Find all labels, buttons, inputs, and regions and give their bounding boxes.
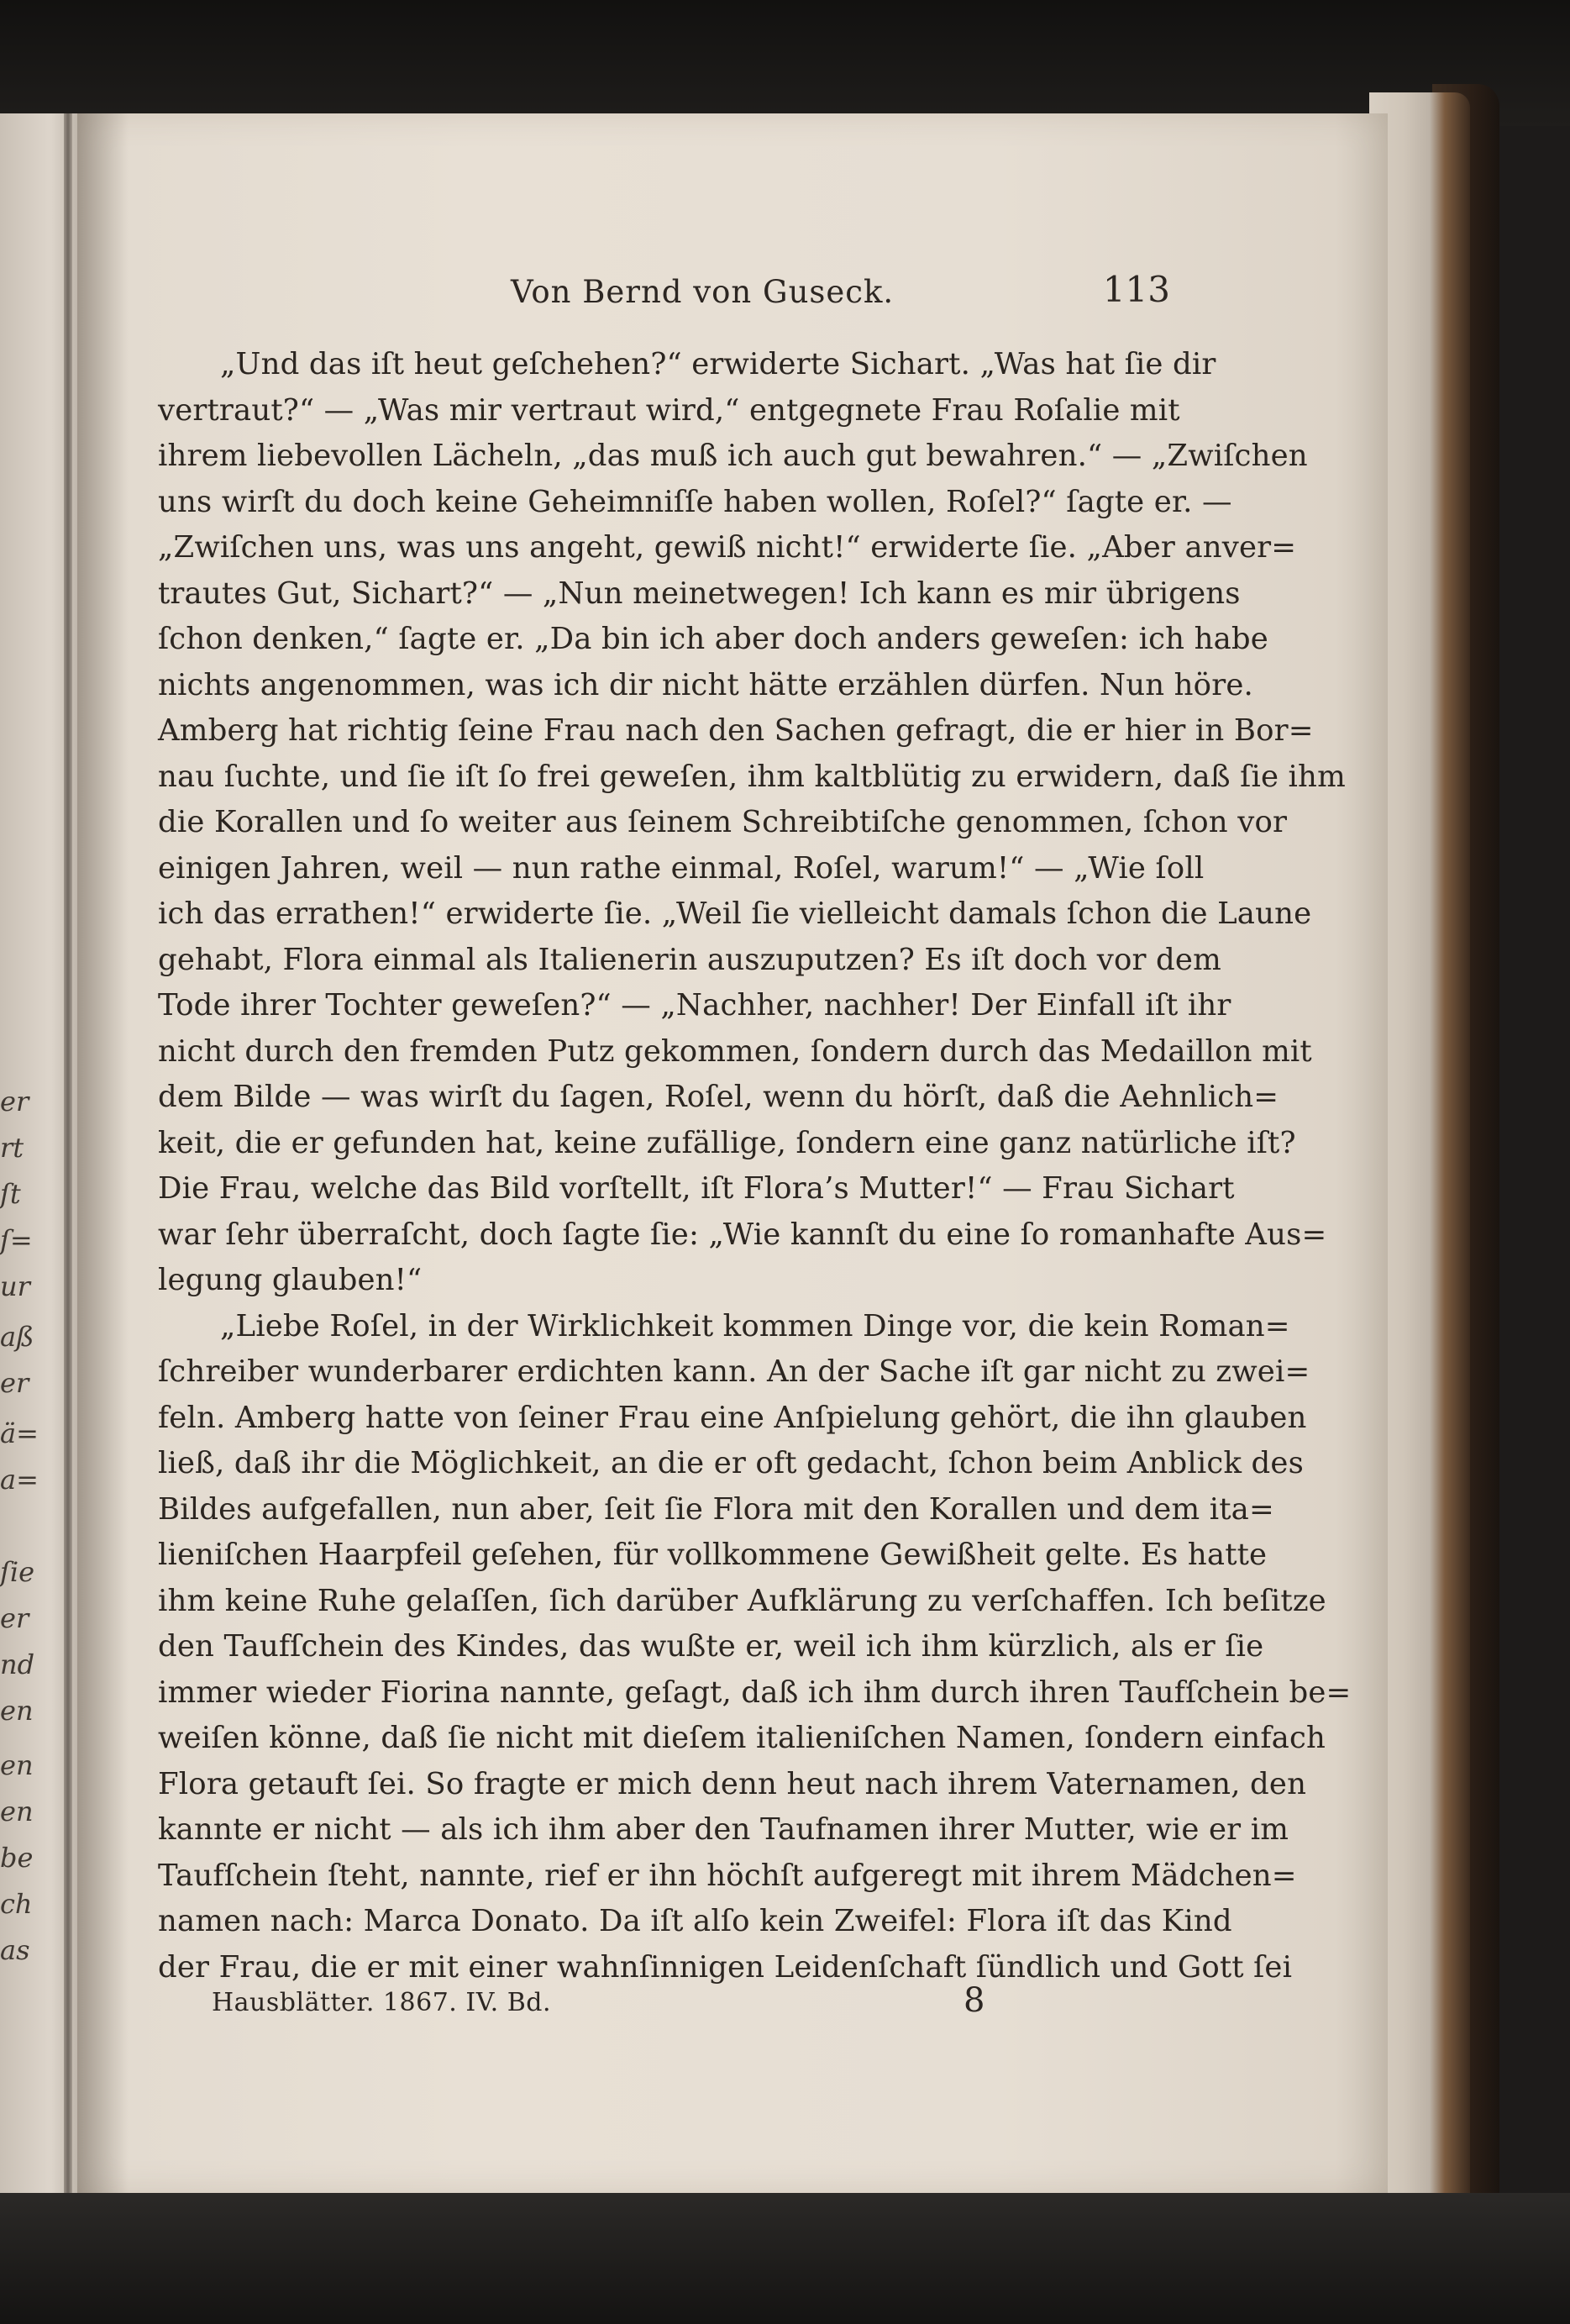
scan-background-top bbox=[0, 0, 1570, 126]
text-line: ſchreiber wunderbarer erdichten kann. An der Sache iſt gar nicht zu zwei= bbox=[158, 1354, 1310, 1389]
text-line: uns wirſt du doch keine Geheimniſſe haben wollen, Roſel?“ ſagte er. — bbox=[158, 484, 1232, 519]
text-line: der Frau, die er mit einer wahnſinnigen Leidenſchaft ſündlich und Gott ſei bbox=[158, 1949, 1293, 1985]
text-line: Bildes aufgefallen, nun aber, ſeit ſie Flora mit den Korallen und dem ita= bbox=[158, 1491, 1274, 1527]
gutter-shadow bbox=[64, 113, 72, 2231]
footer-signature-line bbox=[212, 1981, 1001, 2023]
text-line: ließ, daß ihr die Möglichkeit, an die er oft gedacht, ſchon beim Anblick des bbox=[158, 1446, 1304, 1480]
text-line: lieniſchen Haarpfeil geſehen, für vollkommene Gewißheit gelte. Es hatte bbox=[158, 1538, 1268, 1572]
text-line: Die Frau, welche das Bild vorſtellt, iſt Flora’s Mutter!“ — Frau Sichart bbox=[158, 1171, 1235, 1206]
left-page-fragment: be bbox=[0, 1842, 34, 1874]
left-page-fragment: a= bbox=[0, 1464, 39, 1496]
left-page-fragment: ſie bbox=[0, 1556, 35, 1588]
footer-signature: Hausblätter. 1867. IV. Bd. bbox=[212, 1988, 551, 2017]
left-page-fragment: aß bbox=[0, 1321, 34, 1353]
page-number: 113 bbox=[1102, 269, 1170, 310]
left-page-fragment: en bbox=[0, 1749, 34, 1781]
running-head bbox=[158, 269, 1170, 319]
signature-number: 8 bbox=[964, 1981, 985, 2020]
left-page-fragment: ä= bbox=[0, 1417, 39, 1449]
text-line: kannte er nicht — als ich ihm aber den Taufnamen ihrer Mutter, wie er im bbox=[158, 1812, 1289, 1847]
left-page-fragment: ſ= bbox=[0, 1224, 33, 1256]
text-line: trautes Gut, Sichart?“ — „Nun meinetwegen! Ich kann es mir übrigens bbox=[158, 576, 1241, 611]
text-line: die Korallen und ſo weiter aus ſeinem Schreibtiſche genommen, ſchon vor bbox=[158, 805, 1288, 839]
left-page-margin bbox=[0, 113, 84, 2231]
left-page-fragment: rt bbox=[0, 1132, 24, 1164]
text-line: einigen Jahren, weil — nun rathe einmal, Roſel, warum!“ — „Wie ſoll bbox=[158, 850, 1205, 886]
text-line: ihm keine Ruhe gelaſſen, ſich darüber Aufklärung zu verſchaffen. Ich beſitze bbox=[158, 1583, 1326, 1618]
text-line: „Und das iſt heut geſchehen?“ erwiderte Sichart. „Was hat ſie dir bbox=[220, 347, 1216, 381]
left-page-fragment: nd bbox=[0, 1648, 35, 1680]
page-gutter-shadow bbox=[77, 113, 128, 2193]
left-page-fragment: er bbox=[0, 1602, 29, 1634]
running-head-title: Von Bernd von Guseck. bbox=[511, 274, 895, 310]
text-line: Tode ihrer Tochter geweſen?“ — „Nachher, nachher! Der Einfall iſt ihr bbox=[158, 988, 1231, 1023]
left-page-fragment: er bbox=[0, 1086, 29, 1117]
text-line: den Taufſchein des Kindes, das wußte er, weil ich ihm kürzlich, als er ſie bbox=[158, 1629, 1264, 1664]
left-page-fragment: er bbox=[0, 1367, 29, 1399]
text-line: nau ſuchte, und ſie iſt ſo frei geweſen, ihm kaltblütig zu erwidern, daß ſie ihm bbox=[158, 759, 1346, 794]
body-text bbox=[158, 342, 1352, 1990]
left-page-fragment: as bbox=[0, 1934, 30, 1966]
text-line: Taufſchein ſteht, nannte, rief er ihn höchſt aufgeregt mit ihrem Mädchen= bbox=[158, 1858, 1297, 1893]
text-line: dem Bilde — was wirſt du ſagen, Roſel, wenn du hörſt, daß die Aehnlich= bbox=[158, 1080, 1279, 1114]
text-line: nicht durch den fremden Putz gekommen, ſondern durch das Medaillon mit bbox=[158, 1033, 1312, 1069]
text-line: feln. Amberg hatte von ſeiner Frau eine Anſpielung gehört, die ihn glauben bbox=[158, 1400, 1307, 1435]
left-page-fragment: ur bbox=[0, 1270, 30, 1302]
text-line: immer wieder Fiorina nannte, geſagt, daß ich ihm durch ihren Taufſchein be= bbox=[158, 1675, 1352, 1710]
text-line: vertraut?“ — „Was mir vertraut wird,“ entgegnete Frau Roſalie mit bbox=[158, 392, 1180, 428]
left-page-fragment: en bbox=[0, 1796, 34, 1827]
text-line: Flora getauft ſei. So fragte er mich denn heut nach ihrem Vaternamen, den bbox=[158, 1766, 1307, 1801]
text-line: keit, die er gefunden hat, keine zufällige, ſondern eine ganz natürliche iſt? bbox=[158, 1125, 1296, 1160]
text-line: weiſen könne, daß ſie nicht mit dieſem italieniſchen Namen, ſondern einfach bbox=[158, 1721, 1326, 1755]
left-page-fragment: ſt bbox=[0, 1178, 21, 1210]
text-line: ich das errathen!“ erwiderte ſie. „Weil ſie vielleicht damals ſchon die Laune bbox=[158, 896, 1312, 931]
text-line: gehabt, Flora einmal als Italienerin auszuputzen? Es iſt doch vor dem bbox=[158, 942, 1221, 977]
text-line: war ſehr überraſcht, doch ſagte ſie: „Wie kannſt du eine ſo romanhafte Aus= bbox=[158, 1217, 1327, 1252]
left-page-fragment: en bbox=[0, 1695, 34, 1727]
text-line: ihrem liebevollen Lächeln, „das muß ich auch gut bewahren.“ — „Zwiſchen bbox=[158, 439, 1308, 473]
text-line: Amberg hat richtig ſeine Frau nach den Sachen gefragt, die er hier in Bor= bbox=[158, 713, 1314, 748]
text-line: ſchon denken,“ ſagte er. „Da bin ich aber doch anders geweſen: ich habe bbox=[158, 622, 1268, 656]
text-line: „Zwiſchen uns, was uns angeht, gewiß nicht!“ erwiderte ſie. „Aber anver= bbox=[158, 530, 1297, 565]
scan-background-bottom bbox=[0, 2193, 1570, 2324]
left-page-fragment: ch bbox=[0, 1888, 33, 1920]
text-line: „Liebe Roſel, in der Wirklichkeit kommen Dinge vor, die kein Roman= bbox=[220, 1308, 1290, 1343]
text-line: namen nach: Marca Donato. Da iſt alſo kein Zweifel: Flora iſt das Kind bbox=[158, 1904, 1232, 1938]
text-line: legung glauben!“ bbox=[158, 1263, 423, 1297]
text-line: nichts angenommen, was ich dir nicht hätte erzählen dürfen. Nun höre. bbox=[158, 667, 1253, 702]
